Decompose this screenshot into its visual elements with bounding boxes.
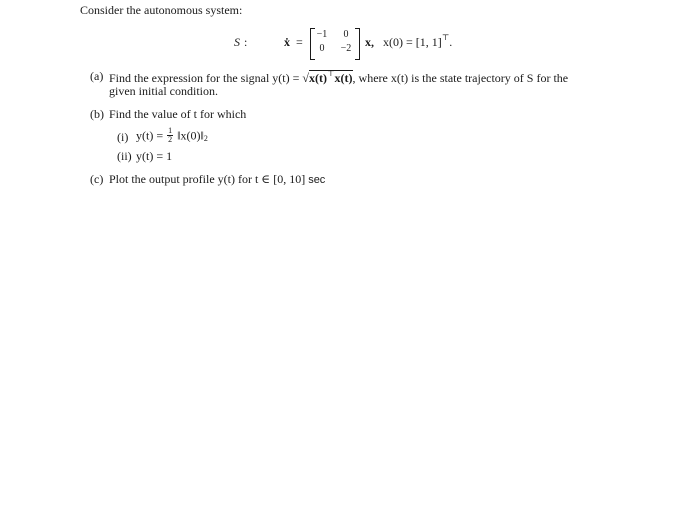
matrix-right-bracket [355, 28, 360, 60]
matrix-cell-22: −2 [340, 43, 352, 54]
part-c-unit: sec [308, 174, 326, 186]
part-a-line2: given initial condition. [109, 84, 218, 98]
ic-transpose: ⊤ [441, 33, 450, 42]
system-matrix [310, 28, 360, 58]
initial-condition [383, 33, 453, 49]
system-colon: : [244, 35, 248, 49]
half-fraction: $\frac{1}{2}$ [168, 126, 173, 144]
norm-subscript: 2 [203, 134, 208, 144]
part-b-i-expr: y(t) = $\frac{1}{2}$ $‖x(0)‖_2$ [136, 126, 208, 144]
ic-period: . [449, 35, 453, 49]
part-a-text-before: Find the expression for the signal y(t) = [109, 71, 300, 85]
norm-expr: ‖x(0)‖ [177, 128, 204, 143]
equals-sign: = [296, 35, 303, 49]
state-vector: x, [365, 35, 374, 49]
part-a-line1 [109, 70, 568, 84]
system-name: S [234, 35, 240, 49]
sqrt-argument: x(t)⊤x(t) [309, 69, 353, 85]
part-b-i-label: (i) [117, 130, 129, 144]
part-b-ii-label: (ii) [117, 149, 132, 163]
part-c-label: (c) [90, 172, 104, 186]
matrix-cell-21: 0 [319, 43, 325, 54]
part-a-label: (a) [90, 69, 104, 83]
part-a-text-after: , where x(t) is the state trajectory of S for the [352, 71, 569, 85]
intro-text: Consider the autonomous system: [80, 3, 243, 17]
sqrt-symbol: √ [302, 71, 309, 85]
part-b-label: (b) [90, 107, 104, 121]
matrix-cell-11: −1 [316, 29, 328, 40]
part-b-text: Find the value of t for which [109, 107, 247, 121]
part-c-text: Plot the output profile y(t) for t ∈ [0, 10] sec [109, 172, 326, 186]
matrix-cell-12: 0 [343, 29, 349, 40]
part-b-ii-expr: y(t) = 1 [136, 149, 173, 163]
initial-condition-text: x(0) = [1, 1] [383, 35, 442, 49]
state-derivative: ẋ [284, 35, 290, 49]
